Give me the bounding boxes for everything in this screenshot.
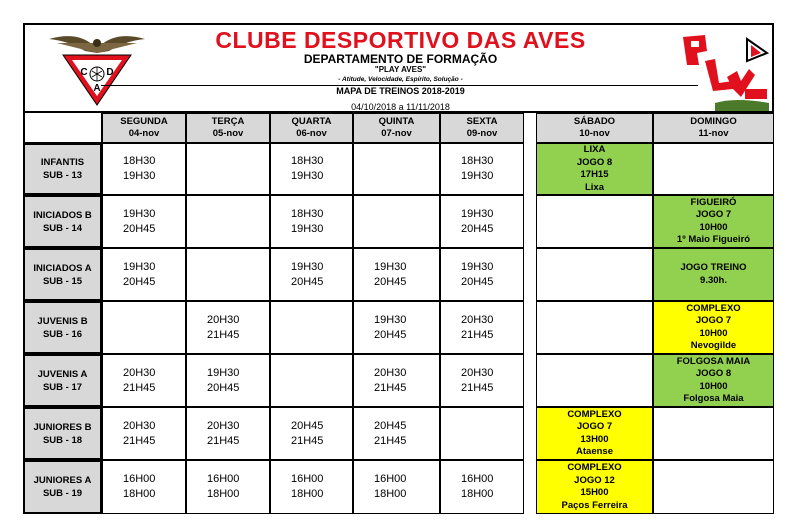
team-name: JUVENIS B (37, 315, 88, 327)
time-slot-cell (353, 301, 440, 354)
day-header-2 (270, 113, 353, 143)
day-header-4 (440, 113, 524, 143)
period-dates: 04/10/2018 a 11/11/2018 (351, 102, 450, 112)
sunday-game-cell (653, 143, 774, 195)
game-info-line: 1º Maio Figueiró (676, 234, 751, 245)
time-slot: 18H30 (461, 155, 494, 167)
time-slot-cell (102, 301, 186, 354)
time-slot: 21H45 (461, 328, 494, 341)
time-slot-cell (440, 301, 524, 354)
time-slot: 21H45 (461, 381, 494, 394)
game-info-line: FOLGOSA MAIA (676, 355, 751, 367)
game-info-line: JOGO 8 (695, 368, 732, 379)
time-slot: 20H30 (374, 366, 407, 379)
time-slot-cell (270, 195, 353, 248)
time-slot-cell (353, 460, 440, 514)
time-slot-cell (102, 195, 186, 248)
day-date: 07-nov (381, 128, 412, 139)
time-slot: 16H00 (207, 473, 240, 485)
game-info-line: 10H00 (699, 327, 728, 339)
time-slot: 18H00 (374, 488, 407, 500)
team-level: SUB - 14 (42, 222, 83, 234)
sunday-game-cell (653, 195, 774, 248)
time-slot-cell (353, 354, 440, 407)
game-info-line: Nevogilde (690, 340, 737, 351)
time-slot: 19H30 (374, 313, 407, 326)
time-slot: 19H30 (123, 260, 156, 273)
time-slot: 21H45 (207, 328, 240, 341)
time-slot-cell (102, 460, 186, 514)
day-date: 11-nov (698, 128, 729, 139)
time-slot: 21H45 (207, 434, 240, 447)
time-slot-cell (353, 195, 440, 248)
time-slot-cell (186, 460, 270, 514)
game-info-line: Folgosa Maia (683, 393, 744, 404)
time-slot-cell (353, 407, 440, 460)
time-slot: 16H00 (291, 473, 324, 485)
day-header-0 (102, 113, 186, 143)
sunday-game-cell (653, 460, 774, 514)
time-slot-cell (270, 407, 353, 460)
game-info-line: 9.30h. (700, 274, 727, 286)
time-slot: 18H30 (291, 207, 324, 220)
play-aves-logo (675, 31, 771, 111)
map-title: MAPA DE TREINOS 2018-2019 (336, 86, 465, 96)
game-info-line: Lixa (584, 181, 604, 193)
day-date: 10-nov (579, 128, 610, 139)
game-info-line: 10H00 (699, 221, 728, 233)
game-info-line: JOGO 12 (574, 474, 615, 486)
team-level: SUB - 16 (42, 328, 83, 340)
time-slot-cell (353, 248, 440, 301)
team-name: INFANTIS (40, 157, 85, 168)
team-level: SUB - 19 (42, 488, 83, 499)
time-slot-cell (353, 143, 440, 195)
game-info-line: JOGO 8 (576, 156, 613, 168)
saturday-game-cell (536, 407, 653, 460)
time-slot: 20H45 (291, 419, 324, 432)
day-name: SÁBADO (573, 116, 616, 127)
team-name: INICIADOS A (33, 262, 92, 274)
game-info-line: 13H00 (580, 433, 609, 445)
day-name: QUARTA (291, 116, 332, 127)
time-slot: 20H45 (461, 275, 494, 288)
time-slot-cell (186, 248, 270, 301)
time-slot: 19H30 (123, 207, 156, 220)
day-date: 04-nov (128, 128, 160, 139)
time-slot: 20H30 (123, 419, 156, 432)
time-slot-cell (440, 460, 524, 514)
team-row-header (23, 460, 102, 514)
time-slot: 19H30 (207, 366, 240, 379)
department-title: DEPARTAMENTO DE FORMAÇÃO (303, 52, 498, 66)
time-slot: 20H30 (207, 419, 240, 432)
team-level: SUB - 18 (42, 434, 83, 446)
time-slot: 16H00 (374, 473, 407, 485)
time-slot-cell (186, 195, 270, 248)
time-slot: 19H30 (461, 170, 494, 182)
day-name: SEGUNDA (120, 116, 168, 127)
club-title: CLUBE DESPORTIVO DAS AVES (215, 27, 586, 53)
team-level: SUB - 17 (42, 381, 83, 393)
time-slot: 19H30 (461, 260, 494, 273)
time-slot: 19H30 (374, 260, 407, 273)
corner-cell (23, 113, 102, 143)
day-name: QUINTA (378, 116, 415, 127)
motto: - Atitude, Velocidade, Espírito, Solução - (338, 76, 463, 83)
team-row-header (23, 143, 102, 195)
time-slot: 20H45 (123, 275, 156, 288)
time-slot: 21H45 (123, 434, 156, 447)
time-slot: 20H30 (207, 313, 240, 326)
game-info-line: 15H00 (580, 487, 609, 498)
time-slot: 20H45 (207, 381, 240, 394)
game-info-line: JOGO 7 (695, 209, 732, 220)
program-name: "PLAY AVES" (374, 65, 427, 74)
time-slot: 18H00 (461, 488, 494, 500)
time-slot: 20H45 (123, 222, 156, 235)
team-row-header (23, 248, 102, 301)
time-slot: 20H30 (123, 366, 156, 379)
time-slot-cell (270, 248, 353, 301)
time-slot-cell (186, 354, 270, 407)
time-slot-cell (186, 407, 270, 460)
team-name: INICIADOS B (33, 209, 92, 221)
day-date: 05-nov (212, 128, 244, 139)
time-slot-cell (440, 407, 524, 460)
team-row-header (23, 301, 102, 354)
day-name: DOMINGO (690, 116, 737, 127)
time-slot: 16H00 (123, 473, 156, 485)
time-slot-cell (102, 407, 186, 460)
time-slot: 21H45 (374, 434, 407, 447)
time-slot: 21H45 (123, 381, 156, 394)
saturday-game-cell (536, 143, 653, 195)
time-slot: 16H00 (461, 473, 494, 485)
time-slot: 20H45 (374, 419, 407, 432)
saturday-game-cell (536, 354, 653, 407)
game-info-line: COMPLEXO (686, 302, 741, 314)
day-name: SEXTA (466, 116, 498, 127)
day-header-6 (653, 113, 774, 143)
sunday-game-cell (653, 301, 774, 354)
training-schedule-sheet (23, 23, 774, 513)
game-info-line: JOGO TREINO (680, 262, 747, 273)
saturday-game-cell (536, 195, 653, 248)
time-slot: 20H45 (374, 275, 407, 288)
time-slot: 20H30 (461, 313, 494, 326)
svg-text:A: A (93, 83, 101, 94)
time-slot-cell (186, 143, 270, 195)
team-level: SUB - 15 (42, 275, 83, 287)
time-slot: 18H00 (207, 488, 240, 500)
time-slot: 21H45 (291, 434, 324, 447)
team-name: JUNIORES B (33, 421, 92, 433)
time-slot: 20H45 (374, 328, 407, 341)
time-slot-cell (270, 301, 353, 354)
saturday-game-cell (536, 301, 653, 354)
time-slot: 20H30 (461, 366, 494, 379)
team-row-header (23, 195, 102, 248)
team-level: SUB - 13 (42, 170, 83, 181)
day-header-5 (536, 113, 653, 143)
game-info-line: Ataense (576, 446, 613, 457)
saturday-game-cell (536, 248, 653, 301)
time-slot: 19H30 (291, 222, 324, 235)
day-header-3 (353, 113, 440, 143)
time-slot-cell (440, 143, 524, 195)
time-slot: 19H30 (291, 170, 324, 182)
team-row-header (23, 354, 102, 407)
time-slot-cell (270, 354, 353, 407)
time-slot: 18H30 (123, 155, 156, 167)
game-info-line: COMPLEXO (567, 462, 622, 473)
time-slot: 18H30 (291, 155, 324, 167)
day-date: 09-nov (466, 128, 498, 139)
day-name: TERÇA (211, 116, 245, 127)
game-info-line: COMPLEXO (567, 408, 622, 420)
game-info-line: JOGO 7 (576, 421, 613, 432)
game-info-line: 10H00 (699, 380, 728, 392)
time-slot: 20H45 (291, 275, 324, 288)
game-info-line: Paços Ferreira (561, 499, 628, 511)
header-box (23, 23, 774, 113)
sunday-game-cell (653, 407, 774, 460)
time-slot: 20H45 (461, 222, 494, 235)
saturday-game-cell (536, 460, 653, 514)
time-slot-cell (440, 354, 524, 407)
svg-text:D: D (106, 67, 114, 78)
game-info-line: LIXA (583, 144, 606, 155)
time-slot: 21H45 (374, 381, 407, 394)
time-slot: 18H00 (291, 488, 324, 500)
time-slot-cell (186, 301, 270, 354)
team-name: JUVENIS A (37, 368, 88, 380)
day-date: 06-nov (296, 128, 327, 139)
sunday-game-cell (653, 248, 774, 301)
team-name: JUNIORES A (33, 475, 92, 486)
time-slot-cell (270, 460, 353, 514)
time-slot-cell (270, 143, 353, 195)
svg-text:C: C (80, 67, 88, 78)
time-slot-cell (440, 248, 524, 301)
day-header-1 (186, 113, 270, 143)
time-slot: 19H30 (461, 207, 494, 220)
game-info-line: JOGO 7 (695, 315, 732, 326)
time-slot-cell (102, 354, 186, 407)
time-slot: 18H00 (123, 488, 156, 500)
team-row-header (23, 407, 102, 460)
sunday-game-cell (653, 354, 774, 407)
time-slot: 19H30 (291, 260, 324, 273)
time-slot-cell (102, 248, 186, 301)
game-info-line: FIGUEIRÓ (690, 196, 737, 208)
time-slot-cell (102, 143, 186, 195)
game-info-line: 17H15 (580, 169, 609, 180)
time-slot-cell (440, 195, 524, 248)
time-slot: 19H30 (123, 170, 156, 182)
